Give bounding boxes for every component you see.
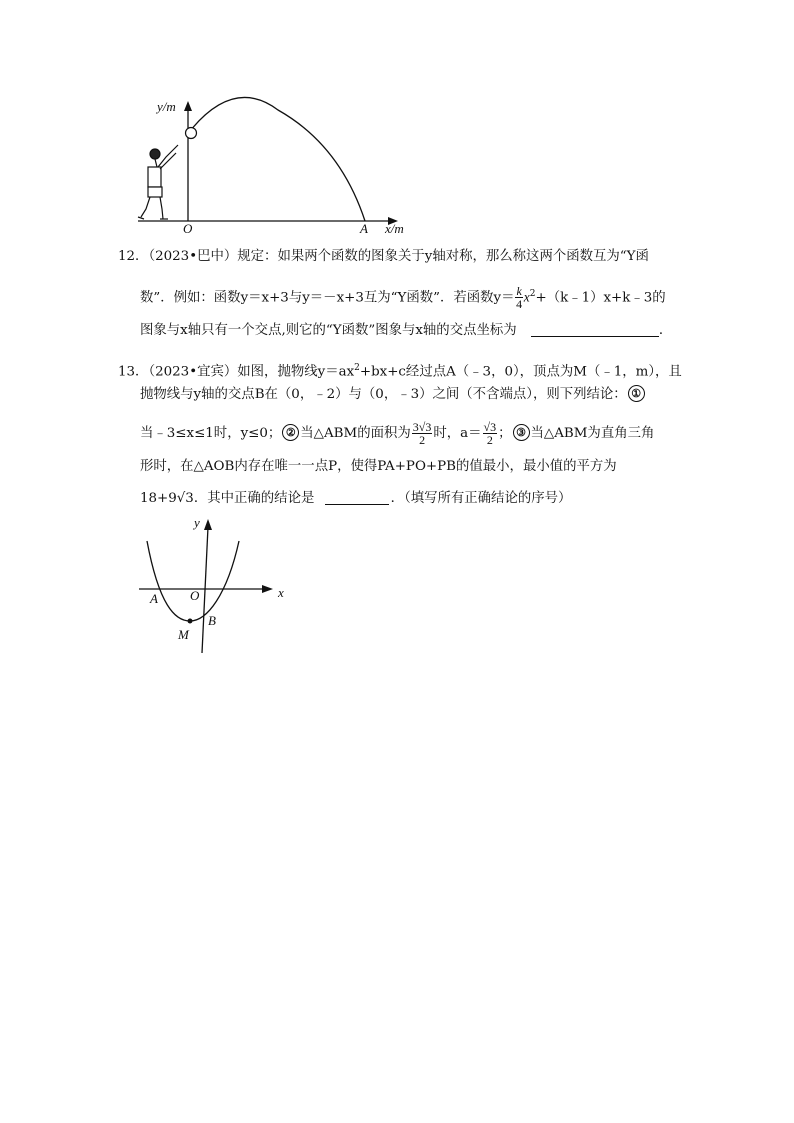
q13-text-1a: 如图，抛物线y＝ax — [237, 364, 355, 380]
q13-answer-blank[interactable] — [325, 490, 389, 505]
q12-frac-den: 4 — [516, 297, 523, 312]
q13-text-4: 形时，在△AOB内存在唯一一点P，使得PA+PO+PB的值最小，最小值的平方为 — [140, 459, 617, 474]
q13-line4 — [140, 457, 617, 477]
q12-text-2b: x — [523, 289, 530, 305]
q13-frac1-num: 3√3 — [412, 420, 432, 434]
q13-text-3e: 当△ABM为直角三角 — [530, 426, 655, 441]
q13-circle-3: ③ — [513, 424, 530, 441]
parabola-figure — [135, 515, 295, 660]
fig2-a-label: A — [150, 591, 158, 606]
trajectory-figure — [130, 95, 410, 235]
q12-text-2a: 数”．例如：函数y＝x+3与y＝－x+3互为“Y函数”．若函数y＝ — [140, 290, 515, 306]
q13-text-3d: ； — [498, 426, 512, 441]
y-axis-label: y/m — [157, 99, 176, 114]
q13-circle-1: ① — [628, 385, 645, 402]
origin-label: O — [183, 221, 193, 236]
q13-number: 13． — [118, 364, 149, 380]
q12-answer-blank[interactable] — [531, 322, 659, 337]
fig2-o-label: O — [190, 588, 200, 603]
x-axis-2-arrow — [262, 585, 273, 593]
ball-icon — [186, 128, 197, 139]
q13-frac2-num: √3 — [483, 420, 497, 434]
q13-fraction-1 — [412, 421, 433, 446]
q13-text-3a: 当﹣3≤x≤1时，y≤0； — [140, 426, 282, 441]
q13-text-1b: +bx+c经过点A（﹣3，0），顶点为M（﹣1，m），且 — [359, 364, 682, 380]
q13-circle-2: ② — [282, 424, 299, 441]
q12-line1 — [118, 247, 649, 267]
fig2-m-label: M — [178, 627, 189, 642]
y-axis-arrow — [184, 101, 192, 111]
q13-text-5b: ．（填写所有正确结论的序号） — [390, 491, 572, 506]
q13-frac1-den: 2 — [419, 433, 426, 447]
x-axis-label: x/m — [385, 221, 404, 236]
q13-frac2-den: 2 — [486, 433, 493, 447]
q12-text-1: 规定：如果两个函数的图象关于y轴对称，那么称这两个函数互为“Y函 — [237, 249, 649, 264]
q13-line2 — [140, 385, 646, 405]
trajectory-curve — [190, 97, 365, 221]
q13-text-3b: 当△ABM的面积为 — [300, 426, 411, 441]
q12-fraction — [515, 285, 522, 310]
q12-line3 — [140, 321, 672, 341]
fig2-x-label: x — [278, 585, 284, 600]
q12-text-2c: +（k﹣1）x+k﹣3的 — [535, 290, 666, 306]
q13-line3 — [140, 421, 654, 446]
q13-line1 — [118, 358, 682, 382]
fig2-y-label: y — [194, 515, 200, 530]
point-a-label: A — [360, 221, 368, 236]
q12-sup: 2 — [529, 289, 536, 299]
q12-source: （2023•巴中） — [148, 249, 238, 264]
q13-fraction-2 — [483, 421, 498, 446]
q12-frac-num: k — [516, 284, 522, 299]
q12-text-3: 图象与x轴只有一个交点,则它的“Y函数”图象与x轴的交点坐标为 — [140, 323, 517, 338]
person-icon — [138, 145, 178, 219]
q13-text-2: 抛物线与y轴的交点B在（0，﹣2）与（0，﹣3）之间（不含端点），则下列结论： — [140, 387, 627, 402]
q13-text-3c: 时，a＝ — [433, 426, 482, 441]
q13-source: （2023•宜宾） — [148, 364, 238, 380]
q13-sup: 2 — [354, 363, 360, 373]
q12-line2 — [140, 284, 666, 310]
y-axis-2-arrow — [204, 519, 212, 530]
q12-number: 12． — [118, 249, 149, 264]
fig2-b-label: B — [208, 613, 216, 628]
vertex-m-dot — [188, 619, 193, 624]
q12-end: ． — [658, 323, 673, 338]
parabola-curve — [147, 541, 239, 621]
q13-text-5a: 18+9√3．其中正确的结论是 — [140, 491, 315, 506]
q13-line5 — [140, 489, 571, 509]
y-axis-2 — [202, 527, 208, 653]
